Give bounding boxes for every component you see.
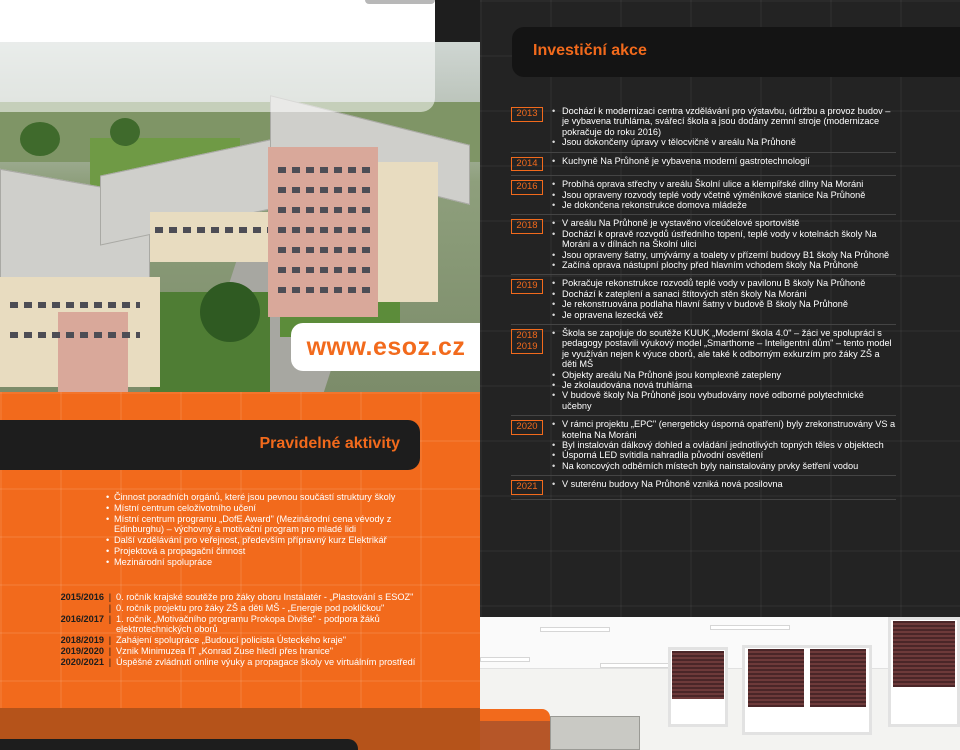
investment-item: • Objekty areálu Na Průhoně jsou komplexně zatepleny xyxy=(552,370,896,380)
activity-item: • Místní centrum celoživotního učení xyxy=(106,503,426,514)
investment-block xyxy=(511,215,896,275)
activities-title: Pravidelné aktivity xyxy=(259,435,400,452)
timeline-separator: | xyxy=(108,592,112,602)
investment-item: • Jsou dokončeny úpravy v tělocvičně v areálu Na Průhoně xyxy=(552,137,896,147)
investment-year-badge: 2014 xyxy=(511,157,543,172)
investment-item: • Je zkolaudována nová truhlárna xyxy=(552,380,896,390)
investment-item: • Kuchyně Na Průhoně je vybavena moderní gastrotechnologií xyxy=(552,156,896,166)
investment-item: • V suterénu budovy Na Průhoně vzniká nová posilovna xyxy=(552,479,896,489)
photo-haze-overlay xyxy=(0,42,435,112)
investment-item: • Dochází k opravě rozvodů ústředního topení, teplé vody v kotelnách školy Na Moráni a v dílnách na Školní ulici xyxy=(552,229,896,250)
investment-item: • Je dokončena rekonstrukce domova mládeže xyxy=(552,200,896,210)
investment-item: • Je rekonstruována podlaha hlavní šatny v budově B školy Na Průhoně xyxy=(552,299,896,309)
timeline-text: Zahájení spolupráce „Budoucí policista Ústeckého kraje" xyxy=(116,635,347,646)
investment-item: • Byl instalován dálkový dohled a ovládání jednotlivých topných těles v objektech xyxy=(552,440,896,450)
timeline-separator: | xyxy=(108,613,112,624)
timeline-separator: | xyxy=(108,602,112,613)
investment-item: • Jsou opraveny šatny, umývárny a toalety v přízemí budovy B1 školy Na Průhoně xyxy=(552,250,896,260)
timeline-separator: | xyxy=(108,656,112,667)
investment-year-badge: 2020 xyxy=(511,420,543,435)
timeline-year: 2016/2017 xyxy=(60,613,104,624)
investment-item: • Jsou opraveny rozvody teplé vody včetně výměníkové stanice Na Průhoně xyxy=(552,190,896,200)
investment-item: • Je opravena lezecká věž xyxy=(552,310,896,320)
timeline-text: Vznik Minimuzea IT „Konrad Zuse hledí přes hranice" xyxy=(116,645,334,656)
timeline-text: 1. ročník „Motivačního programu Prokopa Diviše" - podpora žáků elektrotechnických oborů xyxy=(116,613,380,635)
investment-block xyxy=(511,176,896,215)
timeline-separator: | xyxy=(108,635,112,646)
investment-item: • Škola se zapojuje do soutěže KUUK „Moderní škola 4.0" – žáci ve spolupráci s pedagogy postavili výukový model „Smarthome – Inteligentní dům" – tento model je využíván nejen k výuce oborů, ale také k odborným exkurzím pro žáky ZŠ a děti MŠ xyxy=(552,328,896,370)
timeline-row xyxy=(30,646,470,657)
website-badge[interactable] xyxy=(291,323,481,371)
investment-item: • Začíná oprava nástupní plochy před hlavním vchodem školy Na Průhoně xyxy=(552,260,896,270)
timeline-year: 2018/2019 xyxy=(60,635,104,646)
timeline-row xyxy=(30,603,470,614)
investments-list xyxy=(511,103,896,500)
investment-item: • Dochází k modernizaci centra vzdělávání pro výstavbu, údržbu a provoz budov – je vybavena truhlárna, svářecí škola a jsou dodány zemní stroje (modernizace pokračuje do roku 2016) xyxy=(552,106,896,137)
timeline-year: 2019/2020 xyxy=(60,645,104,656)
top-tab xyxy=(365,0,435,4)
investment-item: • V rámci projektu „EPC" (energeticky úsporná opatření) byly zrekonstruovány VS a kotelna Na Moráni xyxy=(552,419,896,440)
timeline-row xyxy=(30,592,470,603)
timeline-text: 0. ročník projektu pro žáky ZŠ a děti MŠ - „Energie pod pokličkou" xyxy=(116,602,385,613)
timeline-row xyxy=(30,657,470,668)
top-white-strip xyxy=(0,0,435,42)
activity-item: • Činnost poradních orgánů, které jsou pevnou součástí struktury školy xyxy=(106,492,426,503)
timeline-row xyxy=(30,635,470,646)
investment-block xyxy=(511,476,896,500)
investment-year-badge: 2021 xyxy=(511,480,543,495)
website-url[interactable]: www.esoz.cz xyxy=(306,332,466,361)
investments-header xyxy=(512,27,960,77)
investment-year-badge: 2019 xyxy=(511,279,543,294)
investments-title: Investiční akce xyxy=(533,42,647,59)
investment-block xyxy=(511,275,896,325)
investment-year-badge: 2018 xyxy=(511,219,543,234)
investment-item: • Pokračuje rekonstrukce rozvodů teplé vody v pavilonu B školy Na Průhoně xyxy=(552,278,896,288)
activities-timeline xyxy=(30,592,470,668)
investment-year-badge: 2016 xyxy=(511,180,543,195)
investment-item: • Úsporná LED svítidla nahradila původní osvětlení xyxy=(552,450,896,460)
investment-item: • Dochází k zateplení a sanaci štítových stěn školy Na Moráni xyxy=(552,289,896,299)
activity-item: • Projektová a propagační činnost xyxy=(106,546,426,557)
activity-item: • Mezinárodní spolupráce xyxy=(106,557,426,568)
timeline-year: 2020/2021 xyxy=(60,656,104,667)
investment-block xyxy=(511,416,896,476)
classroom-photo xyxy=(480,617,960,750)
timeline-year: 2015/2016 xyxy=(60,592,104,602)
activity-item: • Další vzdělávání pro veřejnost, především přípravný kurz Elektrikář xyxy=(106,535,426,546)
investment-item: • V budově školy Na Průhoně jsou vybudovány nové odborné polytechnické učebny xyxy=(552,390,896,411)
investment-year-badge: 2013 xyxy=(511,107,543,122)
investment-block xyxy=(511,325,896,416)
timeline-separator: | xyxy=(108,645,112,656)
activities-header xyxy=(0,420,420,470)
timeline-text: 0. ročník krajské soutěže pro žáky oboru Instalatér - „Plastování s ESOZ" xyxy=(116,592,414,602)
investment-block xyxy=(511,103,896,153)
activity-item: • Místní centrum programu „DofE Award" (Mezinárodní cena vévody z Edinburghu) – výchovný a motivační program pro mladé lidi xyxy=(106,514,426,536)
investment-item: • V areálu Na Průhoně je vystavěno víceúčelové sportoviště xyxy=(552,218,896,228)
timeline-row xyxy=(30,614,470,636)
investment-item: • Probíhá oprava střechy v areálu Školní ulice a klempířské dílny Na Moráni xyxy=(552,179,896,189)
timeline-text: Úspěšné zvládnutí online výuky a propagace školy ve virtuálním prostředí xyxy=(116,656,416,667)
investment-item: • Na koncových odběrních místech byly nainstalovány prvky šetření vodou xyxy=(552,461,896,471)
investment-year-badge: 2018 2019 xyxy=(511,329,543,354)
bottom-header-pill xyxy=(0,739,358,750)
timeline-year xyxy=(30,603,104,614)
investment-block xyxy=(511,153,896,177)
activities-list xyxy=(106,492,426,568)
